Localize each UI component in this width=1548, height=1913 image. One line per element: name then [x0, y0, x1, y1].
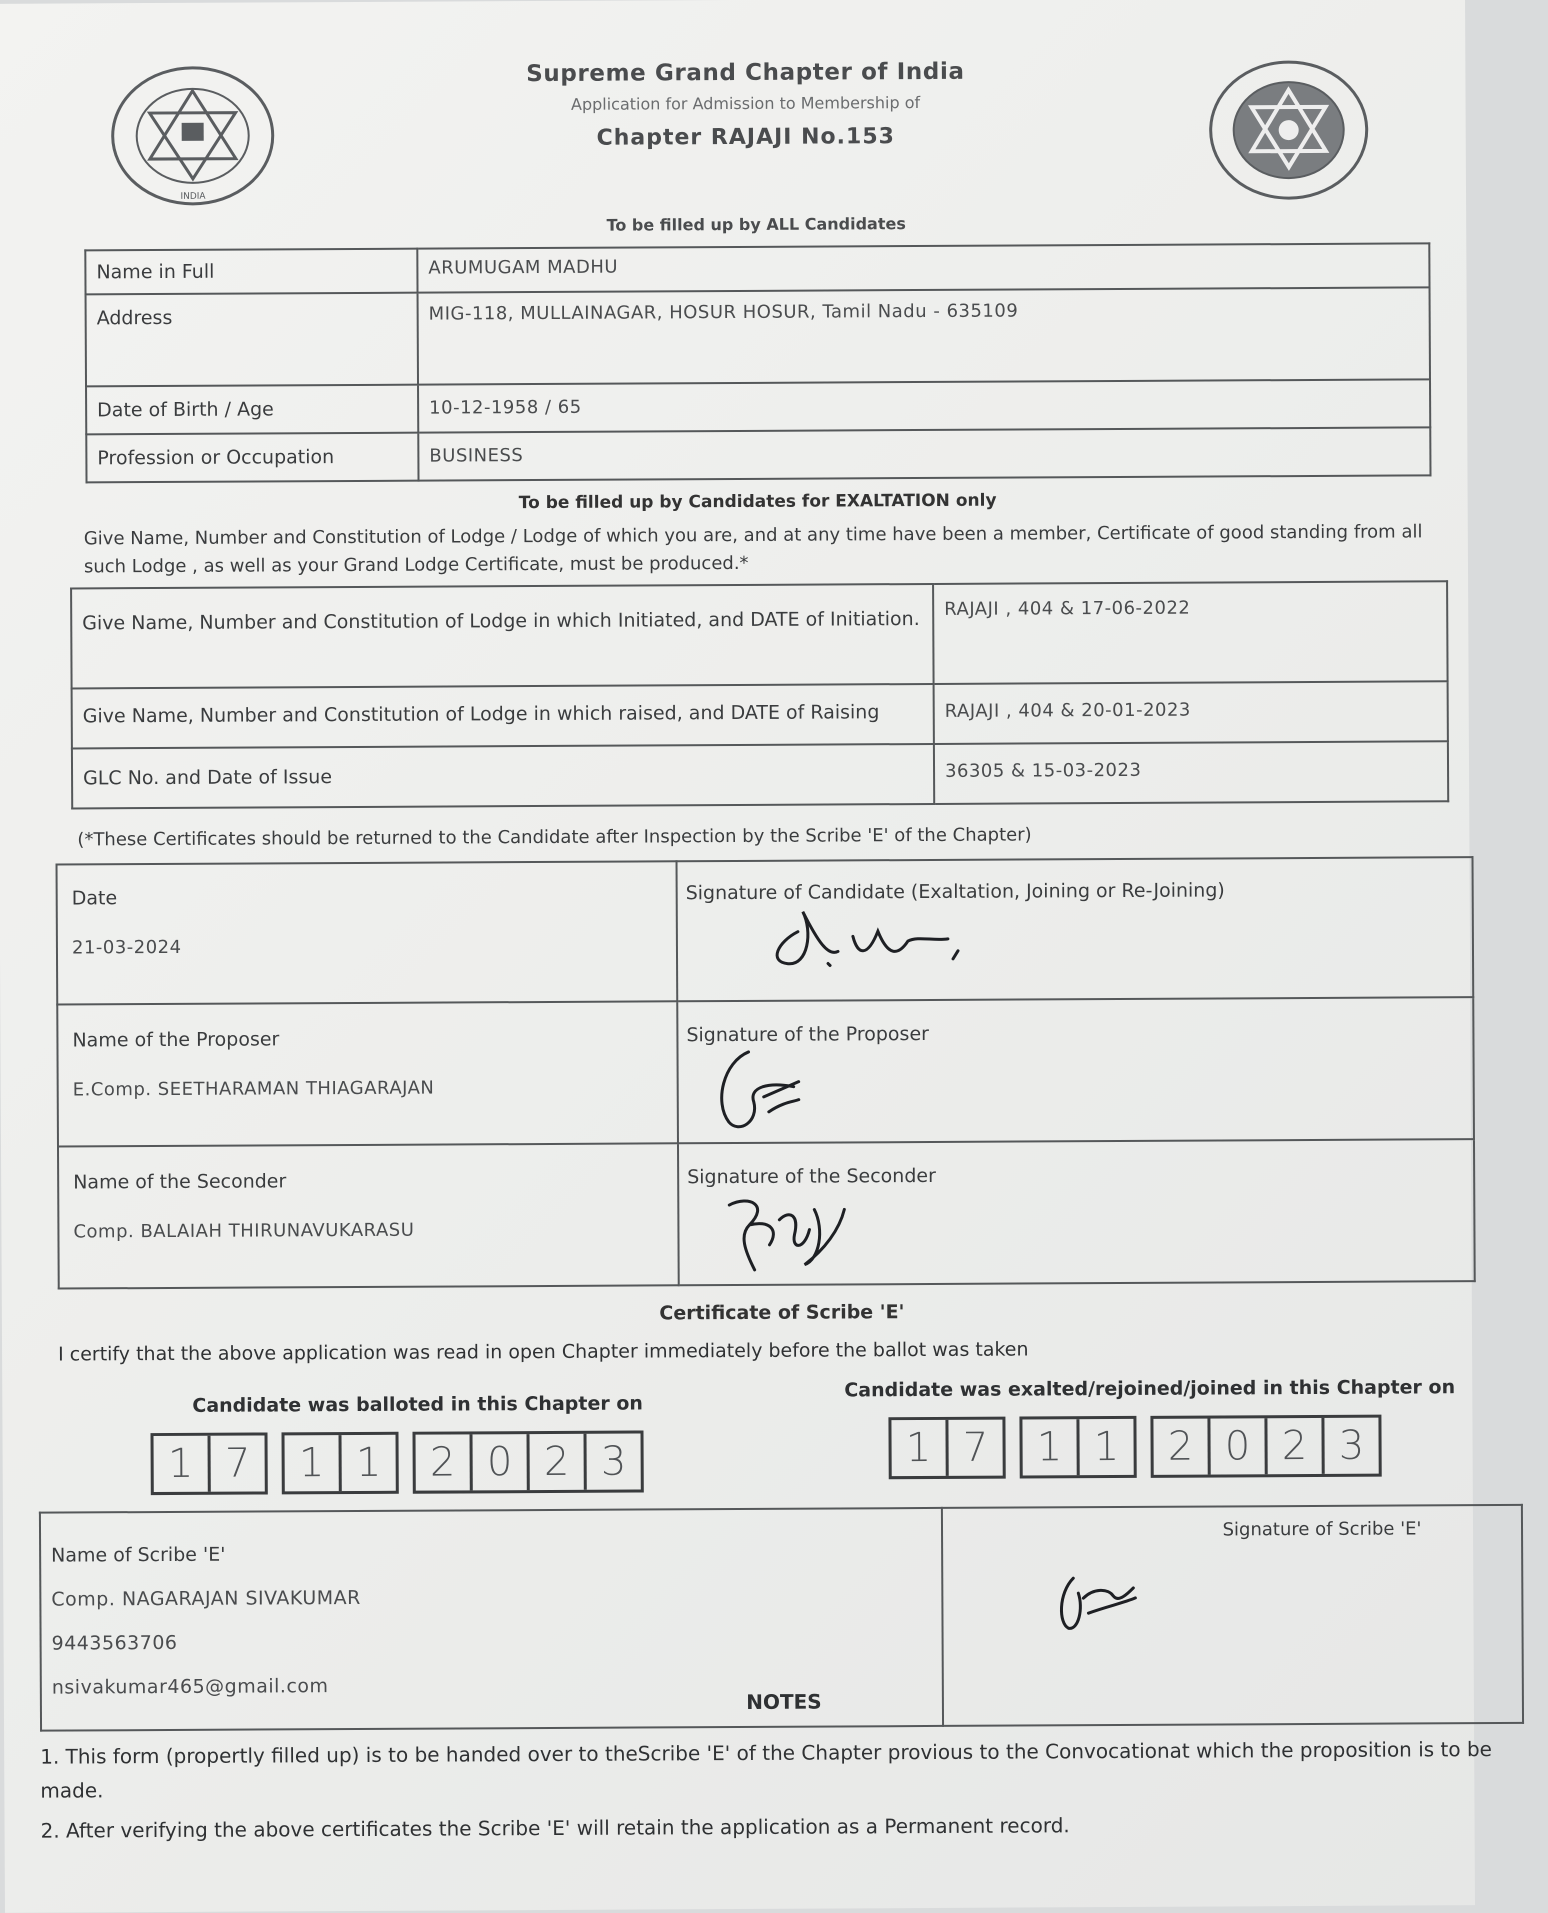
seconder-signature-icon: [719, 1189, 879, 1280]
candidate-details-table: [84, 242, 1431, 483]
scribe-name-value: Comp. NAGARAJAN SIVAKUMAR: [51, 1586, 361, 1611]
balloted-year-digit-3: 2: [530, 1434, 587, 1490]
date-value: 21-03-2024: [71, 936, 182, 959]
exalted-month-digit-2: 1: [1093, 1423, 1120, 1471]
balloted-day-boxes: [150, 1432, 267, 1495]
exalted-label: Candidate was exalted/rejoined/joined in this Chapter on: [844, 1376, 1456, 1402]
balloted-label: Candidate was balloted in this Chapter on: [192, 1392, 643, 1417]
exalted-year-digit-4: 3: [1338, 1422, 1365, 1469]
exalted-year-digit-1: 2: [1153, 1419, 1210, 1475]
notes-item-1: 1. This form (propertly filled up) is to be handed over to theScribe 'E' of the Chapter provious to the Convocationat which the proposition is to be made.: [40, 1737, 1493, 1803]
exalted-year-digit-2: 0: [1210, 1418, 1267, 1474]
chapter-name: Chapter RAJAJI No.153: [596, 124, 895, 151]
address-row: [86, 287, 1430, 386]
lodge-details-table: [70, 580, 1449, 809]
grand-chapter-seal-icon: [1203, 55, 1374, 206]
scribe-phone: 9443563706: [51, 1631, 178, 1655]
name-value: ARUMUGAM MADHU: [417, 243, 1429, 292]
name-label: Name in Full: [85, 249, 417, 295]
initiation-value: RAJAJI , 404 & 17-06-2022: [933, 581, 1448, 684]
seconder-value: Comp. BALAIAH THIRUNAVUKARASU: [73, 1219, 415, 1243]
seconder-signature-cell: [678, 1139, 1475, 1285]
exalted-year-boxes: [1150, 1415, 1381, 1478]
certificate-title: Certificate of Scribe 'E': [659, 1301, 905, 1325]
occupation-row: [86, 427, 1430, 482]
initiation-label: Give Name, Number and Constitution of Lodge in which Initiated, and DATE of Initiation.: [71, 584, 934, 689]
balloted-day-digit-1: 1: [154, 1436, 211, 1492]
proposer-signature-cell: [677, 997, 1474, 1143]
scribe-email: nsivakumar465@gmail.com: [51, 1675, 329, 1699]
certificates-footnote: (*These Certificates should be returned to the Candidate after Inspection by the Scribe 'E' of the Chapter): [77, 824, 1032, 851]
date-row: [57, 857, 1474, 1004]
seconder-label: Name of the Seconder: [73, 1170, 287, 1194]
exalted-day-digit-2: 7: [962, 1424, 989, 1471]
seconder-row: [58, 1139, 1475, 1288]
proposer-cell: [57, 1001, 678, 1146]
dob-row: [86, 379, 1430, 434]
balloted-year-digit-4: 3: [600, 1438, 627, 1485]
candidate-signature-icon: [758, 901, 998, 982]
address-value: MIG-118, MULLAINAGAR, HOSUR HOSUR, Tamil Nadu - 635109: [418, 287, 1430, 384]
address-label: Address: [86, 293, 418, 387]
exalted-year-digit-3: 2: [1267, 1418, 1324, 1474]
proposer-label: Name of the Proposer: [72, 1028, 280, 1052]
scribe-signature-label: Signature of Scribe 'E': [1222, 1518, 1422, 1541]
balloted-month-digit-1: 1: [285, 1435, 342, 1491]
exalted-day-digit-1: 1: [891, 1420, 948, 1476]
exalted-month-boxes: [1019, 1416, 1136, 1479]
notes-title: NOTES: [746, 1689, 822, 1714]
dob-value: 10-12-1958 / 65: [418, 379, 1430, 432]
certificate-statement: I certify that the above application was read in open Chapter immediately before the ballot was taken: [58, 1338, 1029, 1366]
seconder-signature-label: Signature of the Seconder: [687, 1164, 936, 1189]
balloted-month-boxes: [281, 1432, 398, 1495]
date-cell: [57, 861, 678, 1004]
royal-arch-seal-icon: [107, 60, 278, 211]
scribe-signature-icon: [1053, 1568, 1163, 1649]
proposer-row: [57, 997, 1474, 1146]
organization-name: Supreme Grand Chapter of India: [526, 58, 965, 88]
seconder-cell: [58, 1143, 679, 1288]
section2-instructions: Give Name, Number and Constitution of Lodge / Lodge of which you are, and at any time have been a member, Certificate of good standing from all such Lodge , as well as your Grand Lodge Certificate, must be produced.*: [83, 521, 1423, 578]
initiation-row: [71, 581, 1448, 688]
exalted-month-digit-1: 1: [1022, 1419, 1079, 1475]
scribe-signature-cell: [942, 1505, 1523, 1726]
section2-caption: To be filled up by Candidates for EXALTATION only: [518, 490, 997, 514]
glc-label: GLC No. and Date of Issue: [72, 744, 934, 809]
proposer-signature-label: Signature of the Proposer: [686, 1022, 929, 1047]
dob-label: Date of Birth / Age: [86, 385, 418, 435]
balloted-date-boxes: [150, 1430, 643, 1495]
occupation-label: Profession or Occupation: [86, 433, 418, 483]
name-row: [85, 243, 1429, 294]
section1-caption: To be filled up by ALL Candidates: [606, 214, 906, 235]
proposer-signature-icon: [708, 1041, 849, 1142]
notes-item-2: 2. After verifying the above certificates the Scribe 'E' will retain the application as a Permanent record.: [40, 1813, 1070, 1843]
glc-value: 36305 & 15-03-2023: [934, 741, 1448, 804]
balloted-month-digit-2: 1: [355, 1439, 382, 1486]
candidate-signature-label: Signature of Candidate (Exaltation, Joining or Re-Joining): [685, 879, 1225, 905]
exalted-date-boxes: [888, 1415, 1381, 1480]
balloted-year-digit-2: 0: [473, 1434, 530, 1490]
scribe-name-label: Name of Scribe 'E': [51, 1543, 226, 1567]
date-label: Date: [71, 887, 118, 910]
raising-row: [72, 681, 1448, 748]
exalted-day-boxes: [888, 1417, 1005, 1480]
balloted-year-boxes: [412, 1430, 643, 1493]
svg-text:INDIA: INDIA: [180, 191, 206, 202]
occupation-value: BUSINESS: [418, 427, 1430, 480]
balloted-day-digit-2: 7: [224, 1440, 251, 1487]
form-subtitle: Application for Admission to Membership of: [570, 93, 921, 114]
proposer-value: E.Comp. SEETHARAMAN THIAGARAJAN: [72, 1077, 435, 1101]
raising-label: Give Name, Number and Constitution of Lodge in which raised, and DATE of Raising: [72, 684, 934, 749]
candidate-signature-cell: [677, 857, 1474, 1001]
raising-value: RAJAJI , 404 & 20-01-2023: [934, 681, 1448, 744]
signatures-table: [56, 856, 1476, 1289]
glc-row: [72, 741, 1448, 808]
balloted-year-digit-1: 2: [416, 1434, 473, 1490]
